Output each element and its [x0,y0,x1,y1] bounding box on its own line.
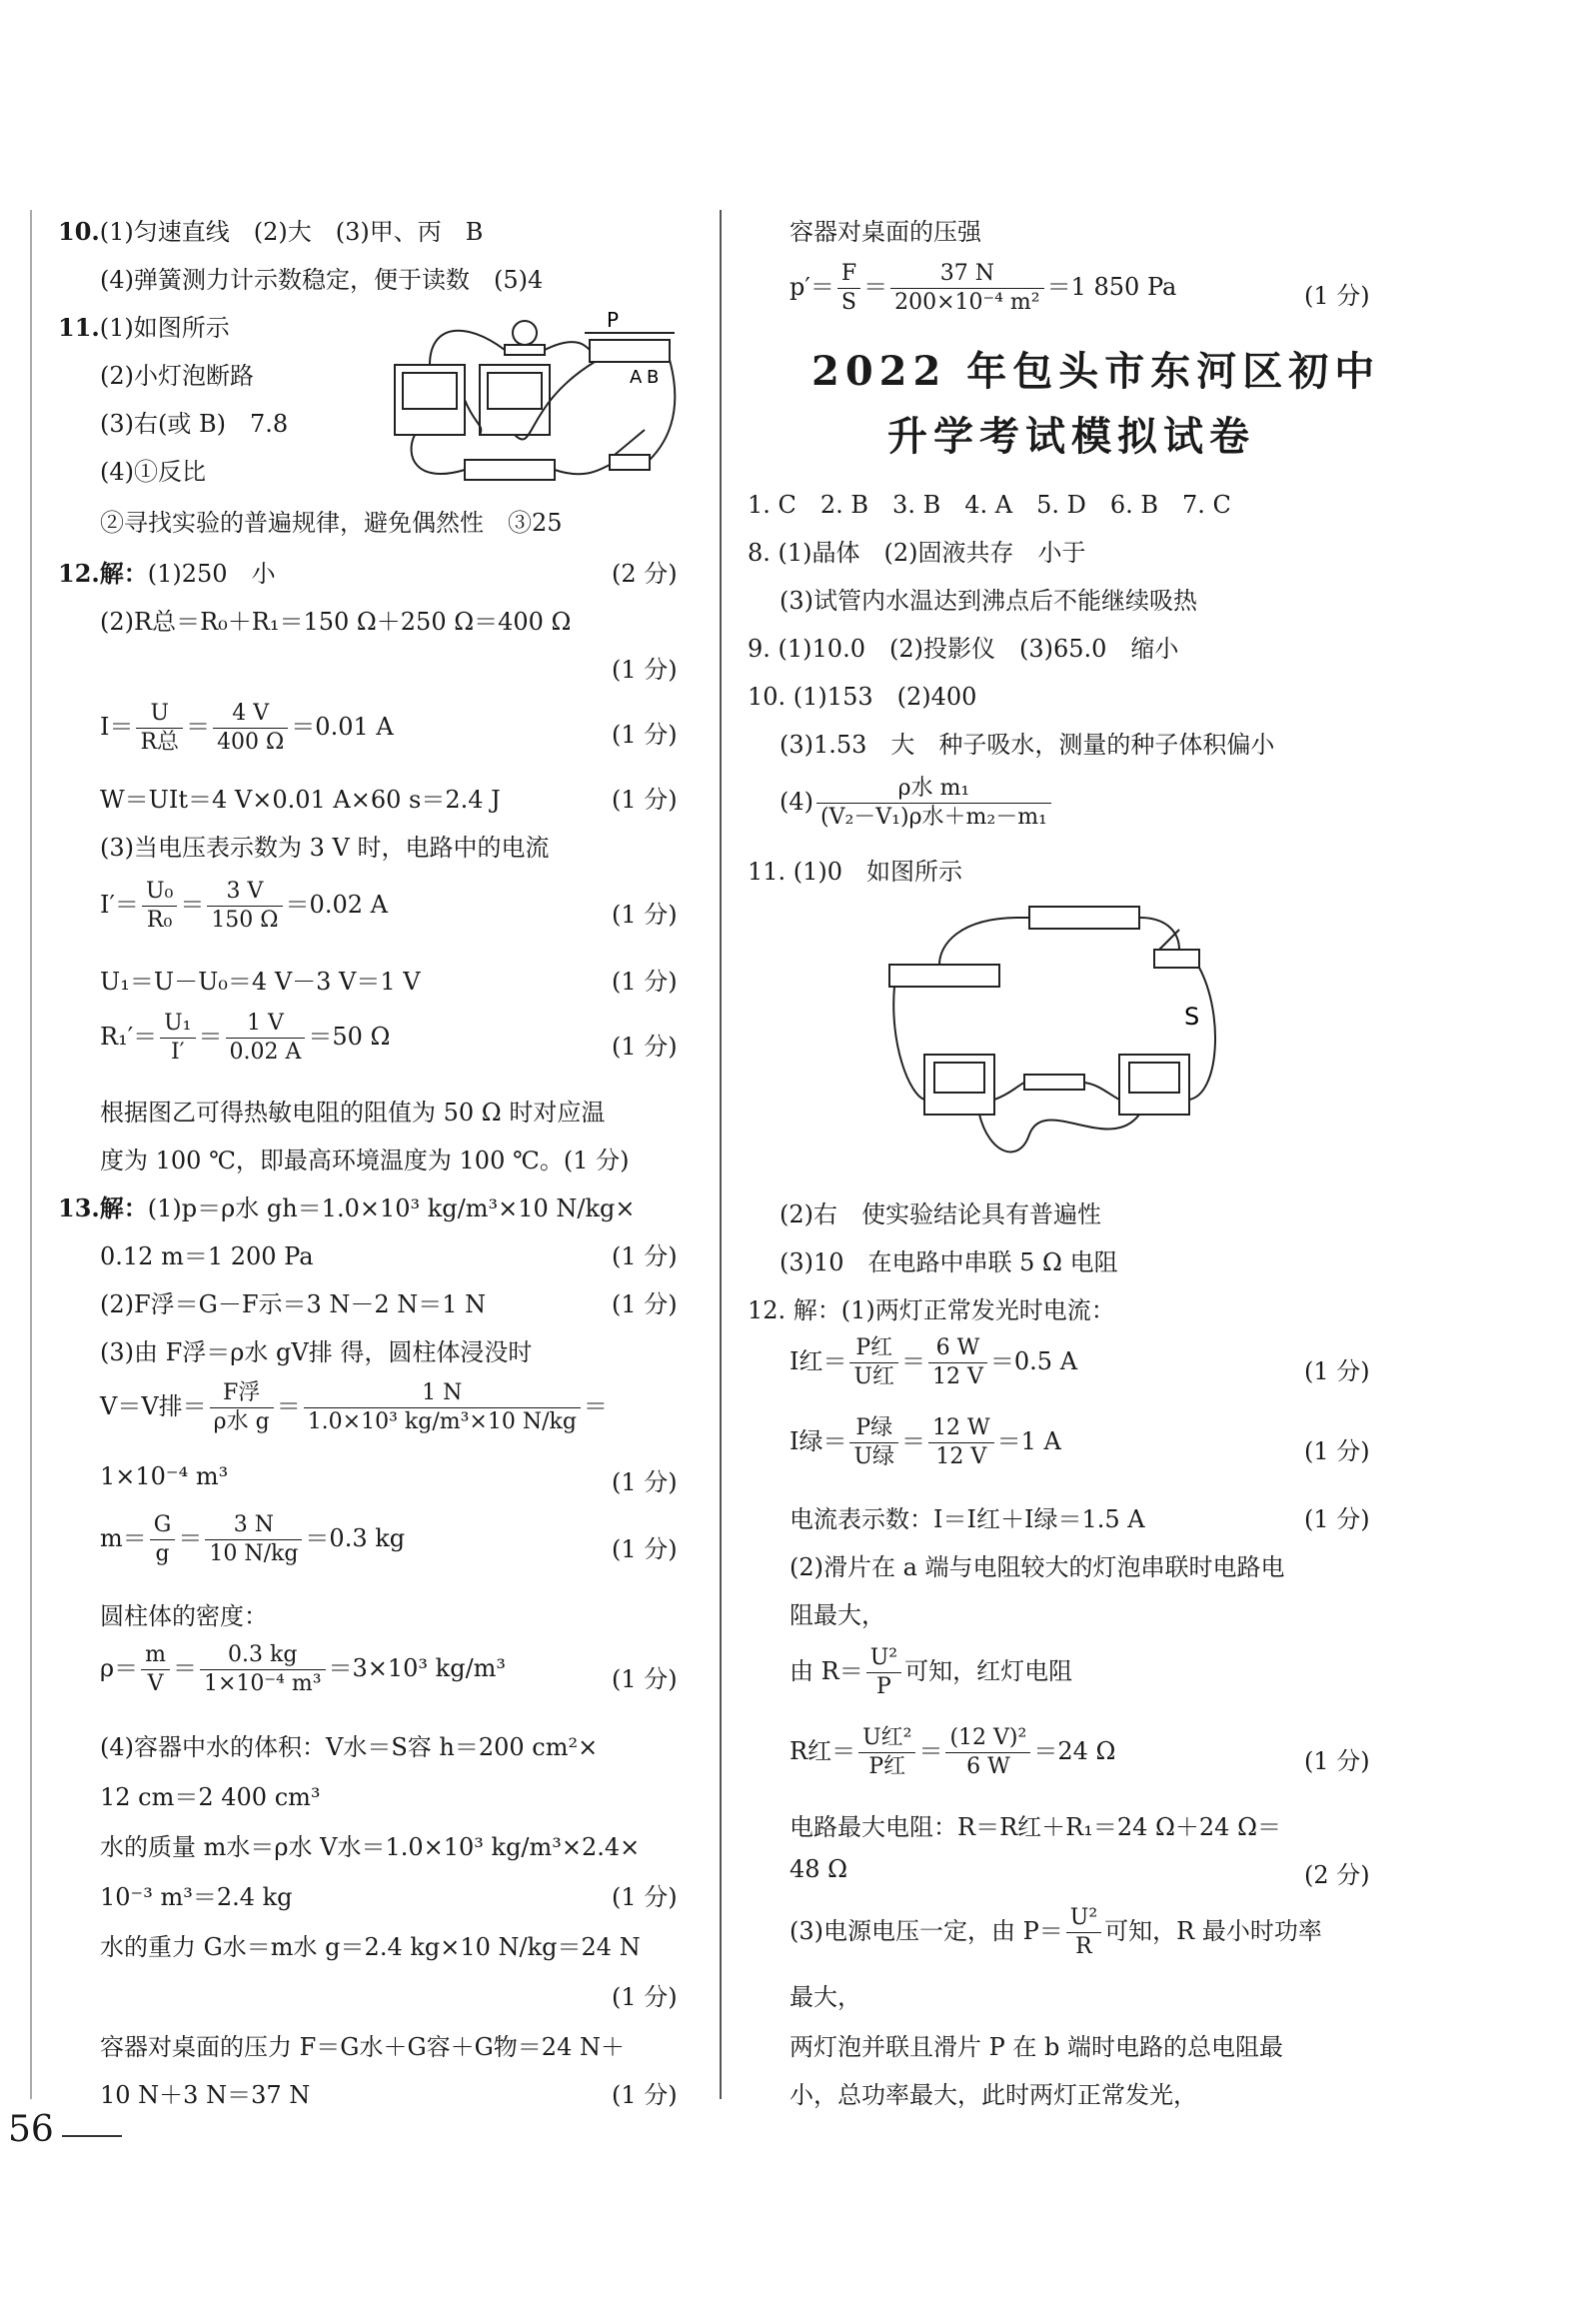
r-line4: 电路最大电阻：R＝R红＋R₁＝24 Ω＋24 Ω＝ [790,1813,1281,1841]
q12-score4: (1 分) [612,786,678,814]
q13-score7: (1 分) [612,1983,678,2011]
r-formula-r: 由 R＝ $\frac{\text{U²}}{P}$ 可知，红灯电阻 [790,1645,1073,1699]
switch-lever [615,430,645,455]
circuit-figure-2 [879,895,1239,1174]
r-q10c: (4) $\frac{\text{ρ水 m₁}}{\text{(V₂－V₁)ρ水＋m₂－m₁}}$ [780,775,1054,832]
q13-line9: 水的质量 m水＝ρ水 V水＝1.0×10³ kg/m³×2.4× [100,1833,641,1861]
r-formula-ired: I红＝ $\frac{\text{P红}}{\text{U红}}$ ＝ $\frac{6 W}{12 V}$ ＝0.5 A [790,1335,1078,1389]
resistor-coil [1024,1075,1084,1090]
switch-label-s: S [1184,1003,1200,1031]
r-line2: (2)滑片在 a 端与电阻较大的灯泡串联时电路电 [790,1553,1285,1581]
circuit-figure-1 [385,305,695,500]
q12-score6: (1 分) [612,968,678,996]
r-q1-7: 1. C 2. B 3. B 4. A 5. D 6. B 7. C [748,491,1231,519]
r-q10b: (3)1.53 大 种子吸水，测量的种子体积偏小 [780,731,1275,759]
fig-label-a: A [630,367,643,388]
switch-base [610,455,650,470]
q13-line6: 圆柱体的密度： [100,1602,268,1630]
q13-line2: 0.12 m＝1 200 Pa [100,1242,314,1270]
q13-score6: (1 分) [612,1883,678,1911]
q13-score8: (1 分) [612,2081,678,2109]
r-q11c: (3)10 在电路中串联 5 Ω 电阻 [780,1248,1118,1276]
q12-score3: (1 分) [612,721,678,749]
r-line7: 两灯泡并联且滑片 P 在 b 端时电路的总电阻最 [790,2033,1284,2061]
exam-title-line2: 升学考试模拟试卷 [887,413,1255,460]
r-line-current: 电流表示数：I＝I红＋I绿＝1.5 A [790,1505,1145,1533]
q12-formula3: R₁′＝ $\frac{\text{U₁}}{I'}$ ＝ $\frac{1 V}{0.02 A}$ ＝50 Ω [100,1011,391,1065]
r-score6: (2 分) [1304,1861,1370,1889]
q13-line3: (2)F浮＝G－F示＝3 N－2 N＝1 N [100,1290,487,1318]
q12-line3: W＝UIt＝4 V×0.01 A×60 s＝2.4 J [100,786,501,814]
q13-line10: 10⁻³ m³＝2.4 kg [100,1883,293,1911]
q13-line13: 10 N＋3 N＝37 N [100,2081,311,2109]
q13-formula1: V＝V排＝ $\frac{\text{F浮}}{\text{ρ水 g}}$ ＝ $\frac{1 N}{\text{1.0×10³ kg/m³×10 N/kg}}$ ＝ [100,1380,608,1434]
battery-pack [1029,907,1139,929]
r-line6: 最大， [790,1983,861,2011]
q12-score1: (2 分) [612,560,678,588]
r-line3: 阻最大， [790,1601,885,1629]
q12-formula2: I′＝ $\frac{\text{U₀}}{\text{R₀}}$ ＝ $\frac{3 V}{150 \Omega}$ ＝0.02 A [100,879,388,933]
q11-line5: ②寻找实验的普遍规律，避免偶然性 ③25 [100,509,563,537]
q13-score3: (1 分) [612,1468,678,1496]
q12-line1: 12.解：(1)250 小 [58,559,276,588]
q11-line3: (3)右(或 B) 7.8 [100,410,289,438]
r-score2: (1 分) [1304,1357,1370,1385]
q12-line6: 根据图乙可得热敏电阻的阻值为 50 Ω 时对应温 [100,1099,606,1127]
r-line8: 小，总功率最大，此时两灯正常发光， [790,2081,1197,2109]
q12-score5: (1 分) [612,901,678,929]
column-divider [720,210,722,2099]
q11-line4: (4)①反比 [100,458,206,486]
q13-line12: 容器对桌面的压力 F＝G水＋G容＋G物＝24 N＋ [100,2033,625,2061]
r-score5: (1 分) [1304,1747,1370,1775]
rheostat [889,965,999,987]
q13-formula3: ρ＝ $\frac{m}{V}$ ＝ $\frac{0.3 kg}{\text{1×10⁻⁴ m³}}$ ＝3×10³ kg/m³ [100,1642,507,1696]
q13-score2: (1 分) [612,1290,678,1318]
r-q12a: 12. 解：(1)两灯正常发光时电流： [748,1296,1115,1324]
voltmeter-face [488,373,542,409]
r-q9: 9. (1)10.0 (2)投影仪 (3)65.0 缩小 [748,635,1179,663]
r-formula-pressure: p′＝ $\frac{F}{S}$ ＝ $\frac{37 N}{\text{200×10⁻⁴ m²}}$ ＝1 850 Pa [790,261,1177,315]
page-number-rule [62,2135,122,2137]
q12-line2: (2)R总＝R₀＋R₁＝150 Ω＋250 Ω＝400 Ω [100,608,572,636]
switch [1154,950,1199,968]
r-q11a: 11. (1)0 如图所示 [748,858,963,886]
q12-line4: (3)当电压表示数为 3 V 时，电路中的电流 [100,834,550,862]
left-margin-rule [30,210,32,2099]
voltmeter-face [1129,1063,1179,1093]
ammeter-face [403,373,457,409]
exam-title-line1: 2022 年包头市东河区初中 [811,348,1381,395]
q12-score7: (1 分) [612,1033,678,1061]
q13-line7: (4)容器中水的体积：V水＝S容 h＝200 cm²× [100,1733,599,1761]
q12-line7: 度为 100 ℃，即最高环境温度为 100 ℃。(1 分) [100,1147,630,1174]
q13-line11: 水的重力 G水＝m水 g＝2.4 kg×10 N/kg＝24 N [100,1933,641,1961]
battery [465,460,555,480]
r-score3: (1 分) [1304,1437,1370,1465]
r-line1: 容器对桌面的压强 [790,218,981,246]
q13-score1: (1 分) [612,1242,678,1270]
q10-line2: (4)弹簧测力计示数稳定，便于读数 (5)4 [100,266,544,294]
q13-line5: 1×10⁻⁴ m³ [100,1462,229,1490]
r-q8a: 8. (1)晶体 (2)固液共存 小于 [748,539,1086,567]
bulb [513,321,537,345]
page-number: 56 [8,2109,54,2150]
r-q11b: (2)右 使实验结论具有普遍性 [780,1200,1101,1228]
q12-formula1: I＝ $\frac{U}{\text{R总}}$ ＝ $\frac{4 V}{400 \Omega}$ ＝0.01 A [100,701,394,755]
r-score1: (1 分) [1304,282,1370,310]
r-formula-rred: R红＝ $\frac{\text{U红²}}{\text{P红}}$ ＝ $\frac{\text{(12 V)²}}{6 W}$ ＝24 Ω [790,1725,1116,1779]
bulb-base [505,345,545,355]
r-formula-igreen: I绿＝ $\frac{\text{P绿}}{\text{U绿}}$ ＝ $\frac{12 W}{12 V}$ ＝1 A [790,1415,1061,1469]
r-score4: (1 分) [1304,1505,1370,1533]
rheostat-coil [590,340,670,362]
r-q8b: (3)试管内水温达到沸点后不能继续吸热 [780,587,1197,615]
q13-line1: 13.解：(1)p＝ρ水 gh＝1.0×10³ kg/m³×10 N/kg× [58,1193,636,1222]
r-line5: 48 Ω [790,1855,848,1883]
fig-label-p: P [607,308,620,332]
q13-score5: (1 分) [612,1665,678,1693]
ammeter-face [934,1063,984,1093]
q12-score2: (1 分) [612,656,678,684]
q13-line8: 12 cm＝2 400 cm³ [100,1783,321,1811]
q10-line1: 10.(1)匀速直线 (2)大 (3)甲、丙 B [58,217,484,246]
q13-formula2: m＝ $\frac{G}{g}$ ＝ $\frac{3 N}{10 N/kg}$ ＝0.3 kg [100,1512,406,1566]
q11-line2: (2)小灯泡断路 [100,362,254,390]
q11-line1: 11.(1)如图所示 [58,313,230,342]
q13-score4: (1 分) [612,1535,678,1563]
ammeter-box [395,365,465,435]
q13-line4: (3)由 F浮＝ρ水 gV排 得，圆柱体浸没时 [100,1338,533,1366]
q12-line5: U₁＝U－U₀＝4 V－3 V＝1 V [100,968,421,996]
r-formula-p: (3)电源电压一定，由 P＝ $\frac{\text{U²}}{R}$ 可知，R 最小时功率 [790,1905,1322,1959]
r-q10a: 10. (1)153 (2)400 [748,683,977,711]
voltmeter-box [480,365,550,435]
fig-label-b: B [647,367,660,388]
